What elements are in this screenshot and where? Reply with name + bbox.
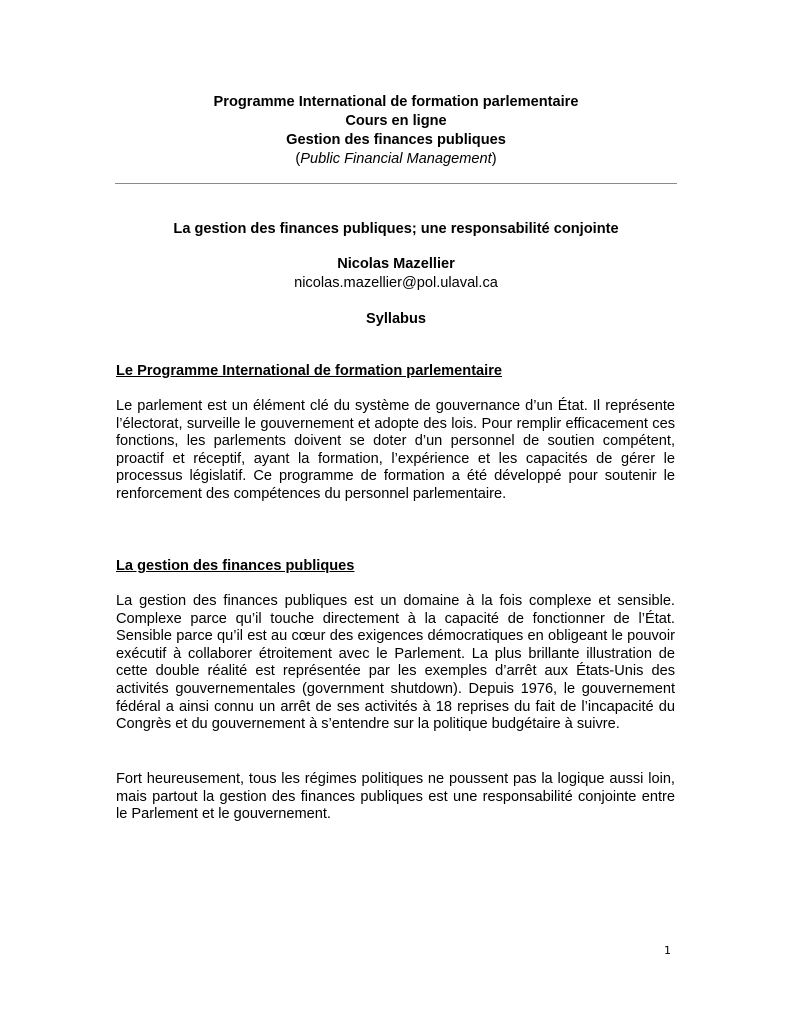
- course-type: Cours en ligne: [345, 113, 447, 129]
- document-header: [115, 93, 677, 169]
- section-paragraph-public-finance-2: Fort heureusement, tous les régimes politiques ne poussent pas la logique aussi loin, mais partout la gestion des finances publiques est une responsabilité conjointe entre le Parlement et le gouvernement.: [116, 771, 675, 823]
- paren-close: ): [491, 151, 497, 167]
- document-type-label: Syllabus: [365, 311, 427, 327]
- section-heading-public-finance: La gestion des finances publiques: [116, 558, 355, 574]
- section-paragraph-program: Le parlement est un élément clé du système de gouvernance d’un État. Il représente l’électorat, surveille le gouvernement et adopte des lois. Pour remplir efficacement ces fonctions, les parlements doivent se doter d’un personnel de soutien compétent, proactif et réceptif, ayant la formation, l’expérience et les capacités de gérer le processus législatif. Ce programme de formation a été développé pour soutenir le renforcement des compétences du personnel parlementaire.: [116, 398, 675, 502]
- program-title: Programme International de formation parlementaire: [213, 94, 579, 110]
- section-heading-program: Le Programme International de formation parlementaire: [116, 363, 503, 379]
- english-title: Public Financial Management: [300, 151, 492, 167]
- document-subtitle: La gestion des finances publiques; une responsabilité conjointe: [173, 221, 619, 237]
- author-name: Nicolas Mazellier: [337, 256, 455, 272]
- page-number: 1: [664, 944, 671, 957]
- author-block: [115, 255, 677, 293]
- section-paragraph-public-finance-1: La gestion des finances publiques est un domaine à la fois complexe et sensible. Complexe parce qu’il touche directement à la capacité de fonctionner de l’État. Sensible parce qu’il est au cœur des exigences démocratiques en obligeant le pouvoir exécutif à collaborer étroitement avec le Parlement. La plus brillante illustration de cette double réalité est représentée par les exemples d’arrêt aux États-Unis des activités gouvernementales (government shutdown). Depuis 1976, le gouvernement fédéral a ainsi connu un arrêt de ses activités à 18 reprises du fait de l’incapacité du Congrès et du gouvernement à s’entendre sur la politique budgétaire à suivre.: [116, 593, 675, 733]
- course-title: Gestion des finances publiques: [286, 132, 506, 148]
- paren-open: (: [295, 151, 301, 167]
- course-title-english: [115, 150, 677, 169]
- author-email: nicolas.mazellier@pol.ulaval.ca: [294, 275, 498, 291]
- horizontal-divider: [115, 183, 677, 184]
